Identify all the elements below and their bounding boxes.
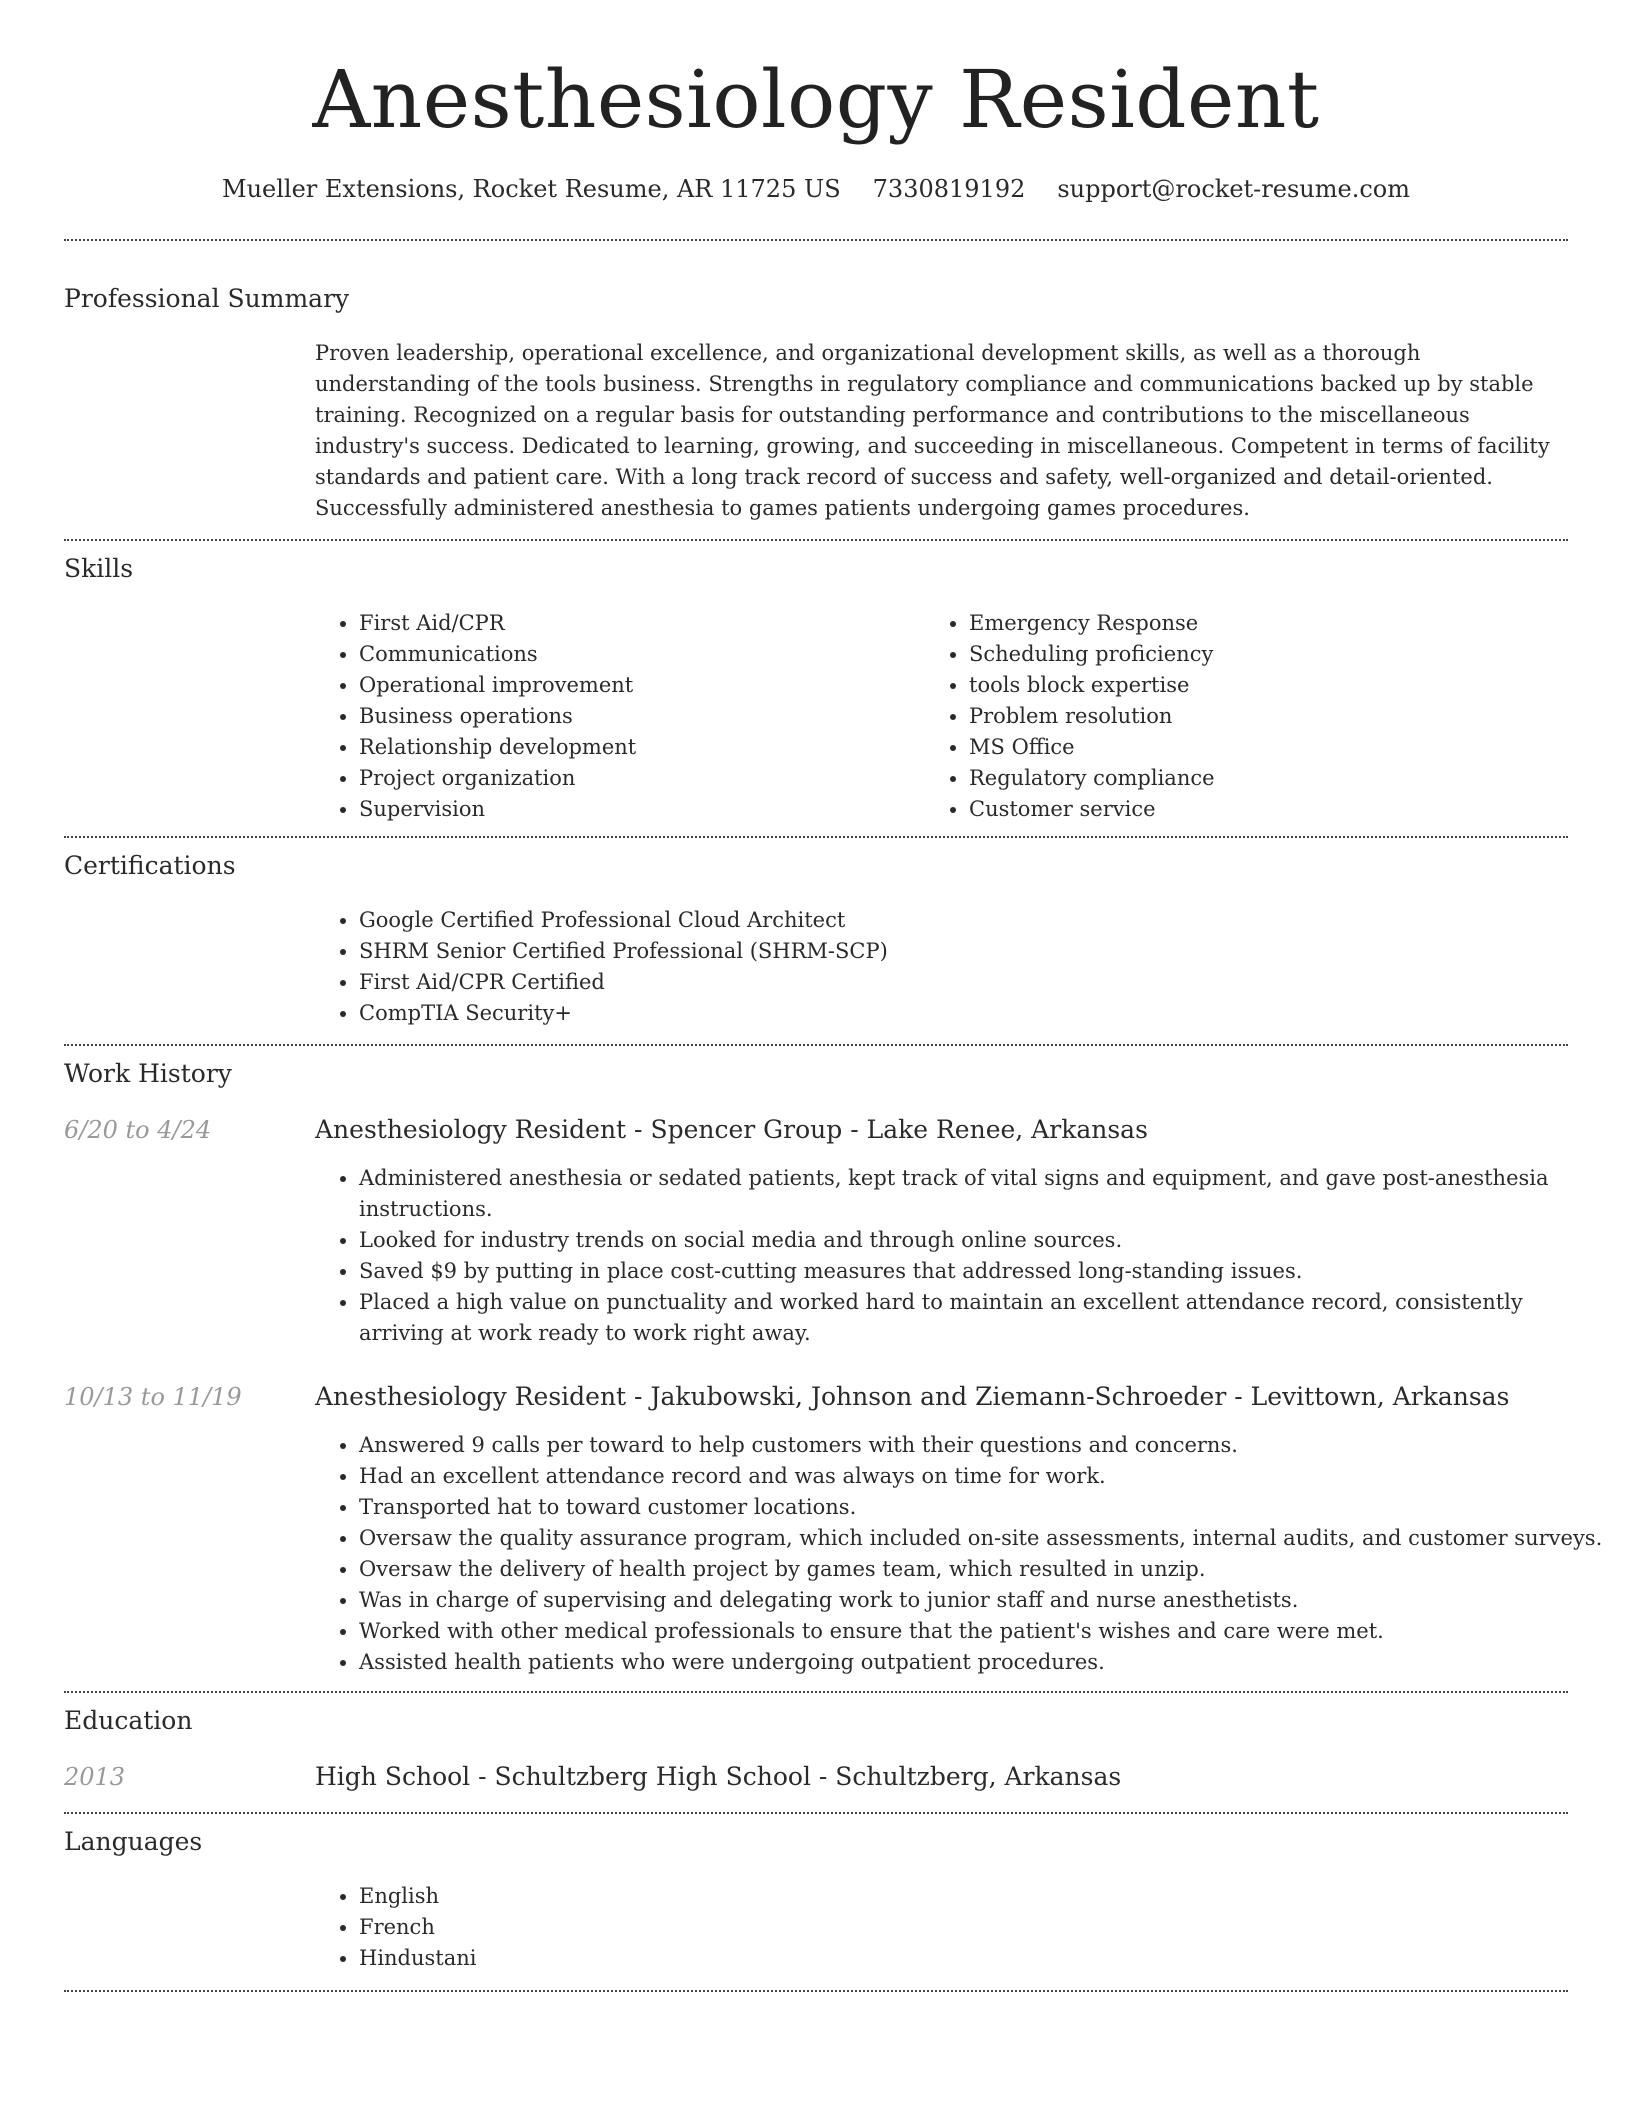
section-divider (64, 836, 1568, 838)
job-bullet: • Had an excellent attendance record and was always on time for work. (359, 1461, 1609, 1492)
education-year: 2013 (64, 1763, 126, 1791)
skill-item: • Communications (359, 639, 919, 670)
skills-list-right (925, 608, 1569, 825)
contact-line (0, 172, 1632, 206)
job-bullet: • Transported hat to toward customer locations. (359, 1492, 1609, 1523)
certification-item: • CompTIA Security+ (359, 998, 1559, 1029)
job-title: Anesthesiology Resident - Spencer Group - Lake Renee, Arkansas (315, 1115, 1148, 1144)
job-bullet: • Looked for industry trends on social media and through online sources. (359, 1225, 1579, 1256)
summary-heading: Professional Summary (64, 284, 350, 313)
section-divider (64, 539, 1568, 541)
job-bullet: • Answered 9 calls per toward to help customers with their questions and concerns. (359, 1430, 1609, 1461)
job-bullets (315, 1430, 1609, 1678)
skill-item: • Project organization (359, 763, 919, 794)
skill-item: • tools block expertise (969, 670, 1569, 701)
job-bullets (315, 1163, 1579, 1349)
languages-heading: Languages (64, 1827, 203, 1856)
skill-item: • Operational improvement (359, 670, 919, 701)
job-bullet: • Placed a high value on punctuality and worked hard to maintain an excellent attendance record, consistently arriving at work ready to work right away. (359, 1287, 1579, 1349)
contact-email: support@rocket-resume.com (1057, 175, 1410, 203)
certifications-list (315, 905, 1559, 1029)
job-bullet: • Administered anesthesia or sedated patients, kept track of vital signs and equipment, and gave post-anesthesia instructions. (359, 1163, 1579, 1225)
skill-item: • Customer service (969, 794, 1569, 825)
job-dates: 6/20 to 4/24 (64, 1116, 212, 1144)
section-divider (64, 1044, 1568, 1046)
contact-phone: 7330819192 (872, 175, 1026, 203)
job-bullet: • Was in charge of supervising and delegating work to junior staff and nurse anesthetists. (359, 1585, 1609, 1616)
language-item: • French (359, 1912, 959, 1943)
skills-heading: Skills (64, 554, 134, 583)
job-bullet: • Oversaw the delivery of health project by games team, which resulted in unzip. (359, 1554, 1609, 1585)
skills-list-left (315, 608, 919, 825)
work-history-heading: Work History (64, 1059, 232, 1088)
skill-item: • Supervision (359, 794, 919, 825)
skill-item: • MS Office (969, 732, 1569, 763)
skill-item: • Regulatory compliance (969, 763, 1569, 794)
language-item: • English (359, 1881, 959, 1912)
section-divider (64, 1812, 1568, 1814)
resume-title: Anesthesiology Resident (312, 53, 1320, 146)
job-title: Anesthesiology Resident - Jakubowski, Johnson and Ziemann-Schroeder - Levittown, Arkansas (315, 1382, 1510, 1411)
section-divider (64, 1691, 1568, 1693)
skill-item: • First Aid/CPR (359, 608, 919, 639)
job-dates: 10/13 to 11/19 (64, 1383, 242, 1411)
job-bullet: • Oversaw the quality assurance program, which included on-site assessments, internal audits, and customer surveys. (359, 1523, 1609, 1554)
job-bullet: • Saved $9 by putting in place cost-cutting measures that addressed long-standing issues. (359, 1256, 1579, 1287)
skill-item: • Emergency Response (969, 608, 1569, 639)
section-divider (64, 239, 1568, 241)
contact-address: Mueller Extensions, Rocket Resume, AR 11725 US (222, 175, 841, 203)
certification-item: • First Aid/CPR Certified (359, 967, 1559, 998)
skill-item: • Business operations (359, 701, 919, 732)
education-heading: Education (64, 1706, 193, 1735)
education-entry: High School - Schultzberg High School - Schultzberg, Arkansas (315, 1762, 1122, 1791)
summary-text: Proven leadership, operational excellence, and organizational development skills, as well as a thorough understanding of the tools business. Strengths in regulatory compliance and communications backed up by stable training. Recognized on a regular basis for outstanding performance and contributions to the miscellaneous industry's success. Dedicated to learning, growing, and succeeding in miscellaneous. Competent in terms of facility standards and patient care. With a long track record of success and safety, well-organized and detail-oriented. Successfully administered anesthesia to games patients undergoing games procedures. (315, 341, 1550, 520)
skill-item: • Relationship development (359, 732, 919, 763)
languages-list (315, 1881, 959, 1974)
section-divider (64, 1990, 1568, 1992)
certification-item: • Google Certified Professional Cloud Architect (359, 905, 1559, 936)
certifications-heading: Certifications (64, 851, 236, 880)
job-bullet: • Worked with other medical professionals to ensure that the patient's wishes and care were met. (359, 1616, 1609, 1647)
certification-item: • SHRM Senior Certified Professional (SHRM-SCP) (359, 936, 1559, 967)
skill-item: • Problem resolution (969, 701, 1569, 732)
job-bullet: • Assisted health patients who were undergoing outpatient procedures. (359, 1647, 1609, 1678)
language-item: • Hindustani (359, 1943, 959, 1974)
skill-item: • Scheduling proficiency (969, 639, 1569, 670)
